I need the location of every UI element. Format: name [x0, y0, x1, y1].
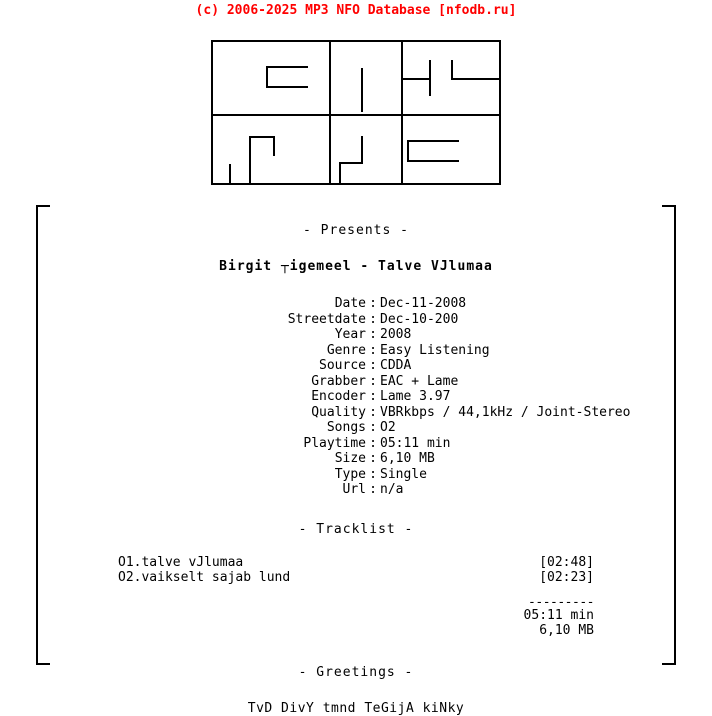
info-separator: :	[369, 342, 377, 358]
info-separator: :	[369, 296, 377, 311]
info-value: n/a	[380, 482, 404, 497]
greetings-names: TvD DivY tmnd TeGijA kiNky	[247, 700, 465, 716]
total-size: 6,10 MB	[539, 623, 594, 638]
info-row	[56, 343, 656, 359]
track-row	[56, 570, 656, 586]
info-label: Encoder	[311, 389, 366, 404]
info-value: 6,10 MB	[380, 451, 435, 466]
info-row	[56, 374, 656, 390]
nfo-body	[36, 205, 676, 716]
info-row	[56, 358, 656, 374]
track-row	[56, 555, 656, 571]
tracklist	[56, 555, 656, 586]
info-label: Source	[319, 358, 366, 373]
info-row	[56, 405, 656, 421]
info-label: Quality	[311, 404, 366, 420]
info-label: Date	[334, 296, 366, 311]
info-value: EAC + Lame	[380, 373, 459, 389]
page-title: (c) 2006-2025 MP3 NFO Database [nfodb.ru]	[195, 3, 517, 18]
total-playtime: 05:11 min	[523, 607, 594, 623]
totals-rule: ---------	[528, 594, 594, 610]
presents-label: - Presents -	[303, 223, 409, 238]
info-value: 2008	[380, 327, 412, 342]
info-value: VBRkbps / 44,1kHz / Joint-Stereo	[380, 404, 631, 420]
info-separator: :	[369, 373, 377, 389]
info-value: 05:11 min	[380, 435, 451, 451]
info-label: Songs	[326, 420, 366, 435]
info-row	[56, 296, 656, 312]
info-label: Type	[334, 466, 366, 482]
info-separator: :	[369, 389, 377, 404]
info-row	[56, 451, 656, 467]
info-row	[56, 467, 656, 483]
info-separator: :	[369, 327, 377, 342]
info-value: CDDA	[380, 358, 412, 373]
info-value: Dec-11-2008	[380, 296, 467, 311]
info-label: Year	[334, 327, 366, 342]
info-separator: :	[369, 466, 377, 482]
info-value: Easy Listening	[380, 342, 490, 358]
info-value: Lame 3.97	[380, 389, 451, 404]
info-separator: :	[369, 420, 377, 435]
info-value: O2	[380, 420, 396, 435]
info-separator: :	[369, 435, 377, 451]
info-row	[56, 327, 656, 343]
release-info-table	[56, 296, 656, 498]
info-row	[56, 436, 656, 452]
track-title: O2.vaikselt sajab lund	[118, 570, 291, 585]
track-title: O1.talve vJlumaa	[118, 554, 244, 570]
track-duration: [02:23]	[539, 570, 594, 585]
info-separator: :	[369, 311, 377, 327]
info-separator: :	[369, 358, 377, 373]
info-label: Url	[342, 482, 366, 497]
info-value: Dec-10-200	[380, 311, 459, 327]
info-label: Streetdate	[287, 311, 366, 327]
track-duration: [02:48]	[539, 554, 594, 570]
release-title: Birgit ┬igemeel - Talve VJlumaa	[219, 259, 493, 274]
info-row	[56, 389, 656, 405]
info-label: Grabber	[311, 373, 366, 389]
greetings-label: - Greetings -	[298, 664, 414, 680]
info-row	[56, 420, 656, 436]
frame-bracket-left	[36, 205, 50, 665]
ascii-art-logo	[211, 40, 501, 185]
tracklist-label: - Tracklist -	[298, 521, 414, 537]
info-separator: :	[369, 451, 377, 466]
info-row	[56, 482, 656, 498]
info-value: Single	[380, 466, 427, 482]
info-label: Genre	[326, 342, 366, 358]
info-row	[56, 312, 656, 328]
frame-bracket-right	[662, 205, 676, 665]
info-label: Playtime	[303, 435, 366, 451]
info-separator: :	[369, 404, 377, 420]
info-label: Size	[334, 451, 366, 466]
info-separator: :	[369, 482, 377, 497]
